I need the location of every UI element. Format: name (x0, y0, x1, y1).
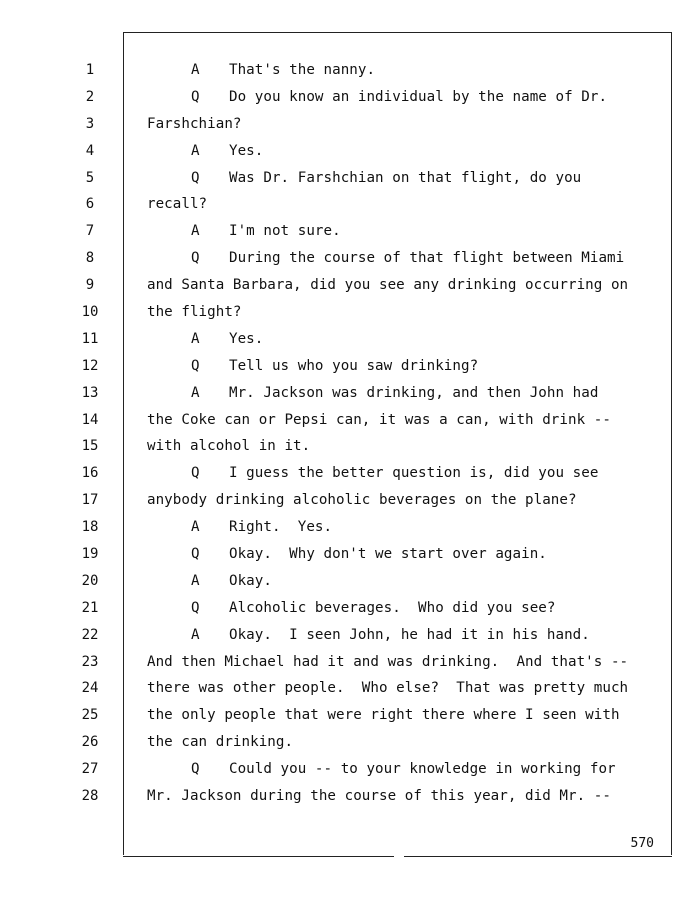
line-text: Yes. (229, 330, 264, 347)
line-number: 4 (85, 142, 95, 159)
speaker-label: A (191, 223, 200, 240)
line-text: Right. Yes. (229, 519, 333, 536)
line-text: with alcohol in it. (147, 438, 311, 455)
speaker-label: A (191, 519, 200, 536)
line-number: 7 (85, 223, 95, 240)
transcript-line (147, 783, 667, 810)
line-text: the only people that were right there where I seen with (147, 707, 620, 724)
line-text: Farshchian? (147, 115, 242, 132)
line-number: 11 (81, 330, 99, 347)
speaker-label: A (191, 572, 200, 589)
line-text: Mr. Jackson during the course of this year, did Mr. -- (147, 788, 611, 805)
page-number: 570 (630, 836, 654, 851)
line-number: 16 (81, 465, 99, 482)
line-text: and Santa Barbara, did you see any drinking occurring on (147, 277, 629, 294)
line-text: recall? (147, 196, 208, 213)
line-text: Was Dr. Farshchian on that flight, do you (229, 169, 582, 186)
transcript-line (147, 138, 667, 165)
line-number: 26 (81, 734, 99, 751)
line-number: 20 (81, 572, 99, 589)
transcript-line (147, 541, 667, 568)
line-text: I guess the better question is, did you see (229, 465, 599, 482)
transcript-line (147, 568, 667, 595)
transcript-line (147, 326, 667, 353)
line-text: And then Michael had it and was drinking. And that's -- (147, 653, 629, 670)
transcript-line (147, 675, 667, 702)
line-number: 18 (81, 519, 99, 536)
transcript-line (147, 407, 667, 434)
speaker-label: A (191, 626, 200, 643)
transcript-line (147, 299, 667, 326)
line-text: That's the nanny. (229, 62, 376, 78)
speaker-label: A (191, 330, 200, 347)
bottom-rule-left (123, 856, 394, 857)
transcript-line (147, 245, 667, 272)
line-number: 25 (81, 707, 99, 724)
line-text: Do you know an individual by the name of Dr. (229, 88, 608, 105)
line-text: I'm not sure. (229, 223, 341, 240)
transcript-line (147, 111, 667, 138)
line-text: the can drinking. (147, 734, 294, 751)
line-number: 24 (81, 680, 99, 697)
transcript-line (147, 57, 667, 84)
line-number: 22 (81, 626, 99, 643)
transcript-line (147, 433, 667, 460)
transcript-line (147, 702, 667, 729)
line-number: 27 (81, 761, 99, 778)
line-number: 6 (85, 196, 95, 213)
line-text: the Coke can or Pepsi can, it was a can, with drink -- (147, 411, 611, 428)
speaker-label: Q (191, 465, 200, 482)
line-number-column (70, 57, 110, 810)
line-number: 9 (85, 277, 95, 294)
line-number: 14 (81, 411, 99, 428)
line-number: 10 (81, 304, 99, 321)
speaker-label: A (191, 384, 200, 401)
speaker-label: Q (191, 357, 200, 374)
transcript-line (147, 514, 667, 541)
line-number: 5 (85, 169, 95, 186)
speaker-label: Q (191, 88, 200, 105)
transcript-line (147, 272, 667, 299)
line-number: 8 (85, 250, 95, 267)
line-number: 23 (81, 653, 99, 670)
transcript-line (147, 595, 667, 622)
line-text: there was other people. Who else? That was pretty much (147, 680, 629, 697)
line-number: 17 (81, 492, 99, 509)
line-text: During the course of that flight between Miami (229, 250, 625, 267)
speaker-label: Q (191, 546, 200, 563)
speaker-label: Q (191, 761, 200, 778)
transcript-line (147, 729, 667, 756)
transcript-line (147, 487, 667, 514)
transcript-line (147, 756, 667, 783)
line-text: Okay. I seen John, he had it in his hand. (229, 626, 590, 643)
line-text: Okay. Why don't we start over again. (229, 546, 547, 563)
line-number: 12 (81, 357, 99, 374)
transcript-line (147, 622, 667, 649)
line-number: 21 (81, 599, 99, 616)
speaker-label: A (191, 62, 200, 78)
transcript-line (147, 218, 667, 245)
transcript-line (147, 191, 667, 218)
line-text: Mr. Jackson was drinking, and then John had (229, 384, 599, 401)
line-text: Okay. (229, 572, 272, 589)
line-number: 13 (81, 384, 99, 401)
speaker-label: Q (191, 169, 200, 186)
line-text: Tell us who you saw drinking? (229, 357, 479, 374)
line-number: 28 (81, 788, 99, 805)
transcript-line (147, 380, 667, 407)
transcript-line (147, 460, 667, 487)
line-text: Yes. (229, 142, 264, 159)
line-text: Could you -- to your knowledge in working for (229, 761, 616, 778)
line-number: 2 (85, 88, 95, 105)
line-text: Alcoholic beverages. Who did you see? (229, 599, 556, 616)
speaker-label: A (191, 142, 200, 159)
transcript-line (147, 165, 667, 192)
line-number: 3 (85, 115, 95, 132)
line-text: anybody drinking alcoholic beverages on the plane? (147, 492, 577, 509)
line-number: 15 (81, 438, 99, 455)
line-number: 1 (85, 62, 95, 78)
speaker-label: Q (191, 250, 200, 267)
line-text: the flight? (147, 304, 242, 321)
line-number: 19 (81, 546, 99, 563)
transcript-line (147, 84, 667, 111)
transcript-line (147, 649, 667, 676)
transcript-lines (147, 57, 667, 810)
bottom-rule-right (404, 856, 672, 857)
speaker-label: Q (191, 599, 200, 616)
transcript-line (147, 353, 667, 380)
